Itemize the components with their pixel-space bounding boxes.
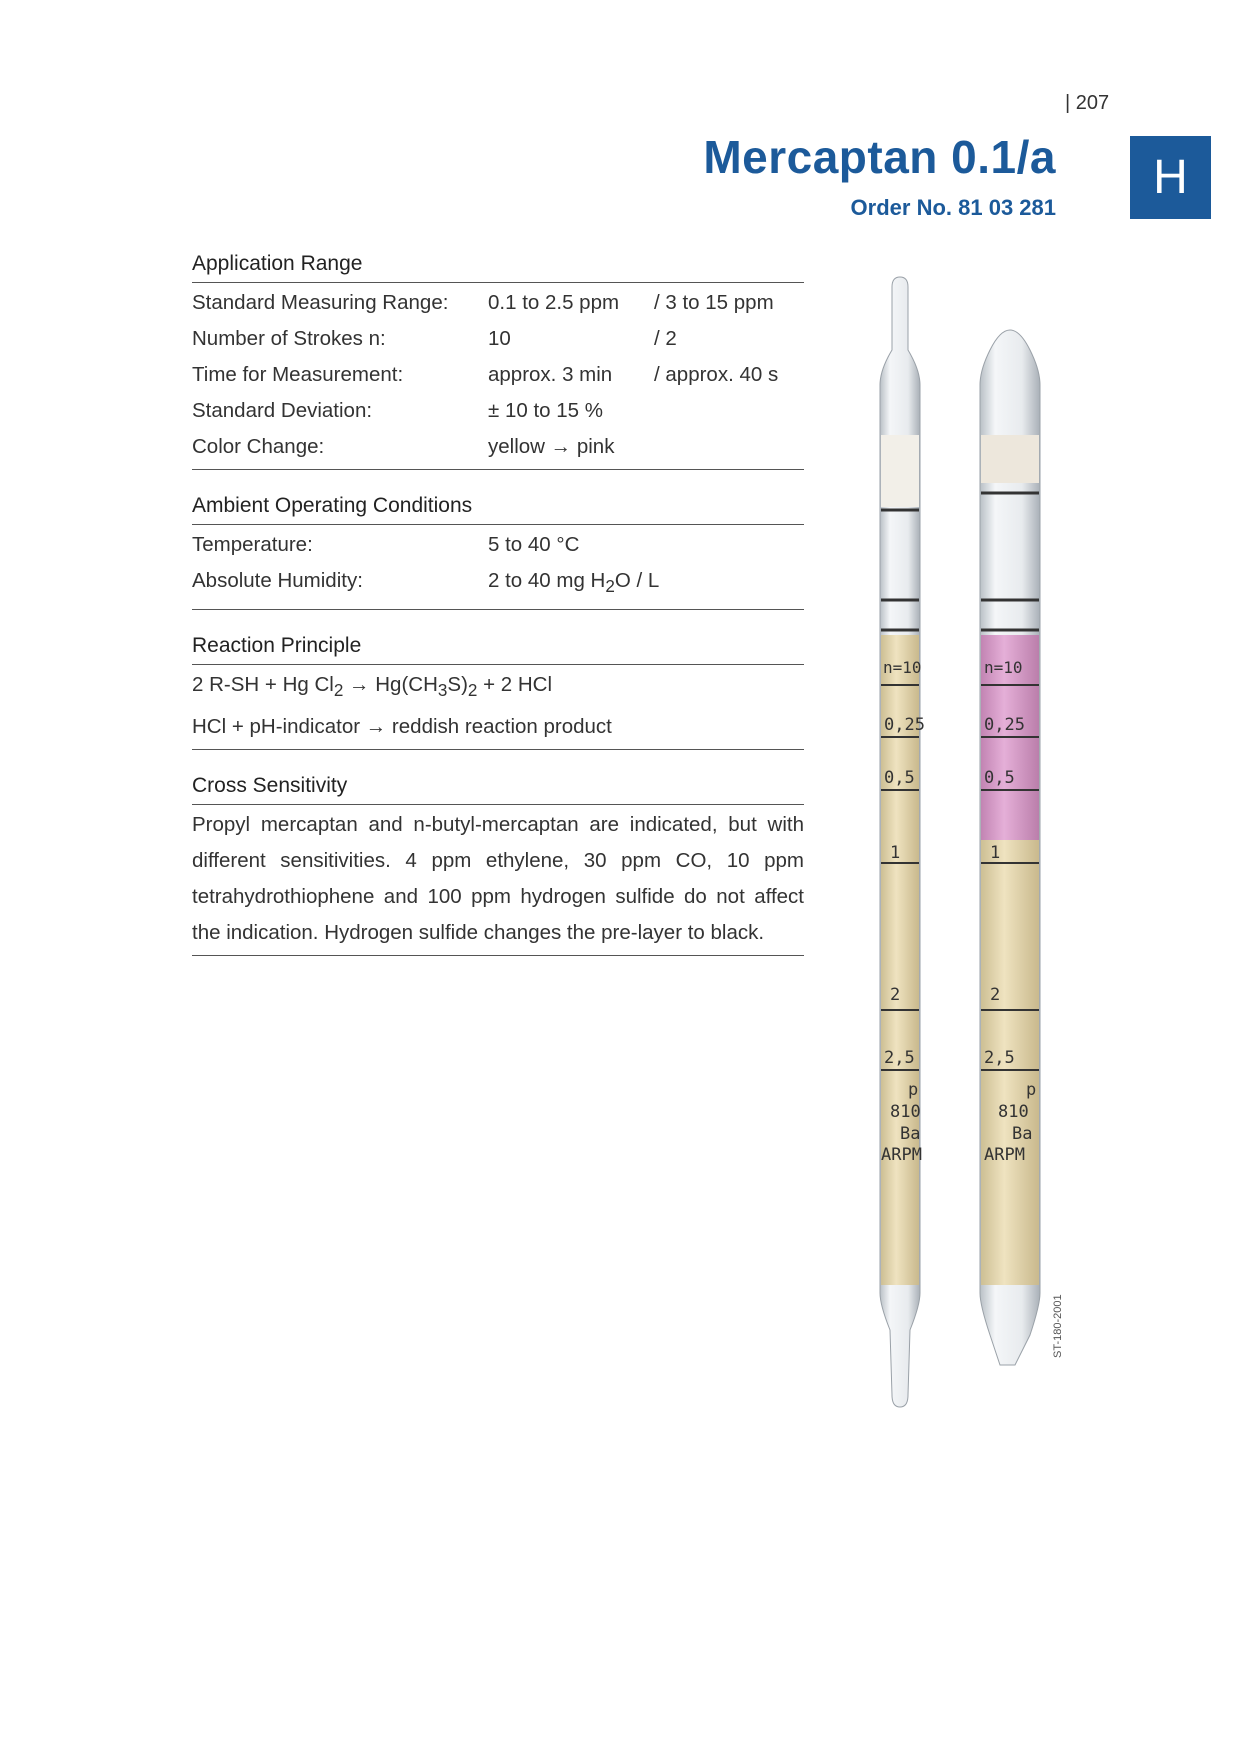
scale-label: 2,5	[984, 1048, 1015, 1068]
tube-print: p	[1026, 1080, 1037, 1100]
row-value-alt: / 3 to 15 ppm	[654, 291, 774, 314]
scale-label: 1	[890, 843, 901, 863]
scale-label: 2,5	[884, 1048, 915, 1068]
section-heading: Application Range	[192, 252, 804, 283]
tube-unused	[880, 277, 925, 1407]
eq-sub: 2	[333, 681, 344, 701]
row-value-alt: / 2	[654, 327, 677, 350]
row-label: Number of Strokes n:	[192, 327, 386, 350]
row-label: Standard Deviation:	[192, 399, 373, 422]
tube-print: Ba	[1012, 1124, 1033, 1144]
reaction-equations	[192, 665, 804, 750]
row-value: 0.1 to 2.5 ppm	[488, 291, 620, 314]
application-range-table	[192, 283, 804, 470]
row-label: Absolute Humidity:	[192, 569, 363, 592]
row-value: 5 to 40 °C	[488, 533, 580, 556]
row-value: ± 10 to 15 %	[488, 399, 603, 422]
tube-print: p	[908, 1080, 919, 1100]
row-label: Color Change:	[192, 435, 325, 458]
row-label: Temperature:	[192, 533, 313, 556]
row-value-alt: / approx. 40 s	[654, 363, 779, 386]
table-row	[192, 321, 804, 357]
scale-label: 0,25	[984, 715, 1025, 735]
scale-label: 1	[990, 843, 1001, 863]
reaction-line-2: HCl + pH-indicator → reddish reaction product	[192, 715, 612, 739]
page-number: | 207	[1065, 92, 1110, 114]
cross-sensitivity-body	[192, 805, 804, 956]
scale-label: 2	[990, 985, 1001, 1005]
tube-print: ARPM	[984, 1145, 1025, 1165]
section-heading: Ambient Operating Conditions	[192, 494, 804, 525]
row-value-alt	[654, 393, 804, 429]
image-credit: ST-180-2001	[1052, 1294, 1064, 1358]
tube-print: ARPM	[881, 1145, 922, 1165]
table-row	[192, 527, 804, 563]
tube-print: 810	[890, 1102, 921, 1122]
table-row	[192, 429, 804, 465]
cross-sensitivity-section	[192, 774, 804, 956]
pre-layer	[881, 435, 919, 507]
tube-print: Ba	[900, 1124, 921, 1144]
section-heading: Cross Sensitivity	[192, 774, 804, 805]
eq-part: 2 R-SH + Hg Cl	[192, 673, 334, 697]
humidity-sub: 2	[605, 577, 615, 597]
humidity-pre: 2 to 40 mg H	[488, 569, 606, 592]
row-value: approx. 3 min	[488, 363, 613, 386]
section-tab: H	[1130, 136, 1211, 219]
page-title: Mercaptan 0.1/a	[703, 131, 1056, 183]
pre-layer	[981, 435, 1039, 483]
scale-label: 0,5	[984, 768, 1015, 788]
tube-print: 810	[998, 1102, 1029, 1122]
eq-part: S)	[447, 673, 468, 697]
strokes-label: n=10	[883, 658, 922, 677]
row-value: yellow → pink	[488, 435, 615, 458]
main-content	[192, 252, 804, 980]
table-row	[192, 563, 804, 605]
tube-used	[980, 330, 1040, 1365]
reaction-principle-section	[192, 634, 804, 750]
eq-part: + 2 HCl	[477, 673, 553, 697]
reaction-line-1	[192, 667, 804, 709]
application-range-section	[192, 252, 804, 470]
row-value	[488, 563, 804, 605]
cross-sensitivity-text: Propyl mercaptan and n-butyl-mercaptan are indicated, but with different sensitivities. 4 ppm ethylene, 30 ppm CO, 10 ppm tetrahydrothiophene and 100 ppm hydrogen sulfide do not affect the indication. Hydrogen sulfide changes the pre-layer to black.	[192, 813, 804, 945]
scale-label: 0,5	[884, 768, 915, 788]
scale-label: 0,25	[884, 715, 925, 735]
strokes-label: n=10	[984, 658, 1023, 677]
detector-tubes-image	[850, 275, 1070, 1425]
row-label: Time for Measurement:	[192, 363, 404, 386]
eq-sub: 3	[437, 681, 448, 701]
row-value: 10	[488, 327, 511, 350]
humidity-post: O / L	[614, 569, 660, 592]
table-row	[192, 285, 804, 321]
eq-sub: 2	[467, 681, 478, 701]
ambient-conditions-section	[192, 494, 804, 610]
eq-part: → Hg(CH	[343, 673, 438, 697]
row-label: Standard Measuring Range:	[192, 291, 449, 314]
row-value-alt	[654, 429, 804, 465]
table-row	[192, 393, 804, 429]
scale-label: 2	[890, 985, 901, 1005]
ambient-conditions-table	[192, 525, 804, 610]
section-heading: Reaction Principle	[192, 634, 804, 665]
table-row	[192, 357, 804, 393]
order-number: Order No. 81 03 281	[850, 195, 1056, 220]
